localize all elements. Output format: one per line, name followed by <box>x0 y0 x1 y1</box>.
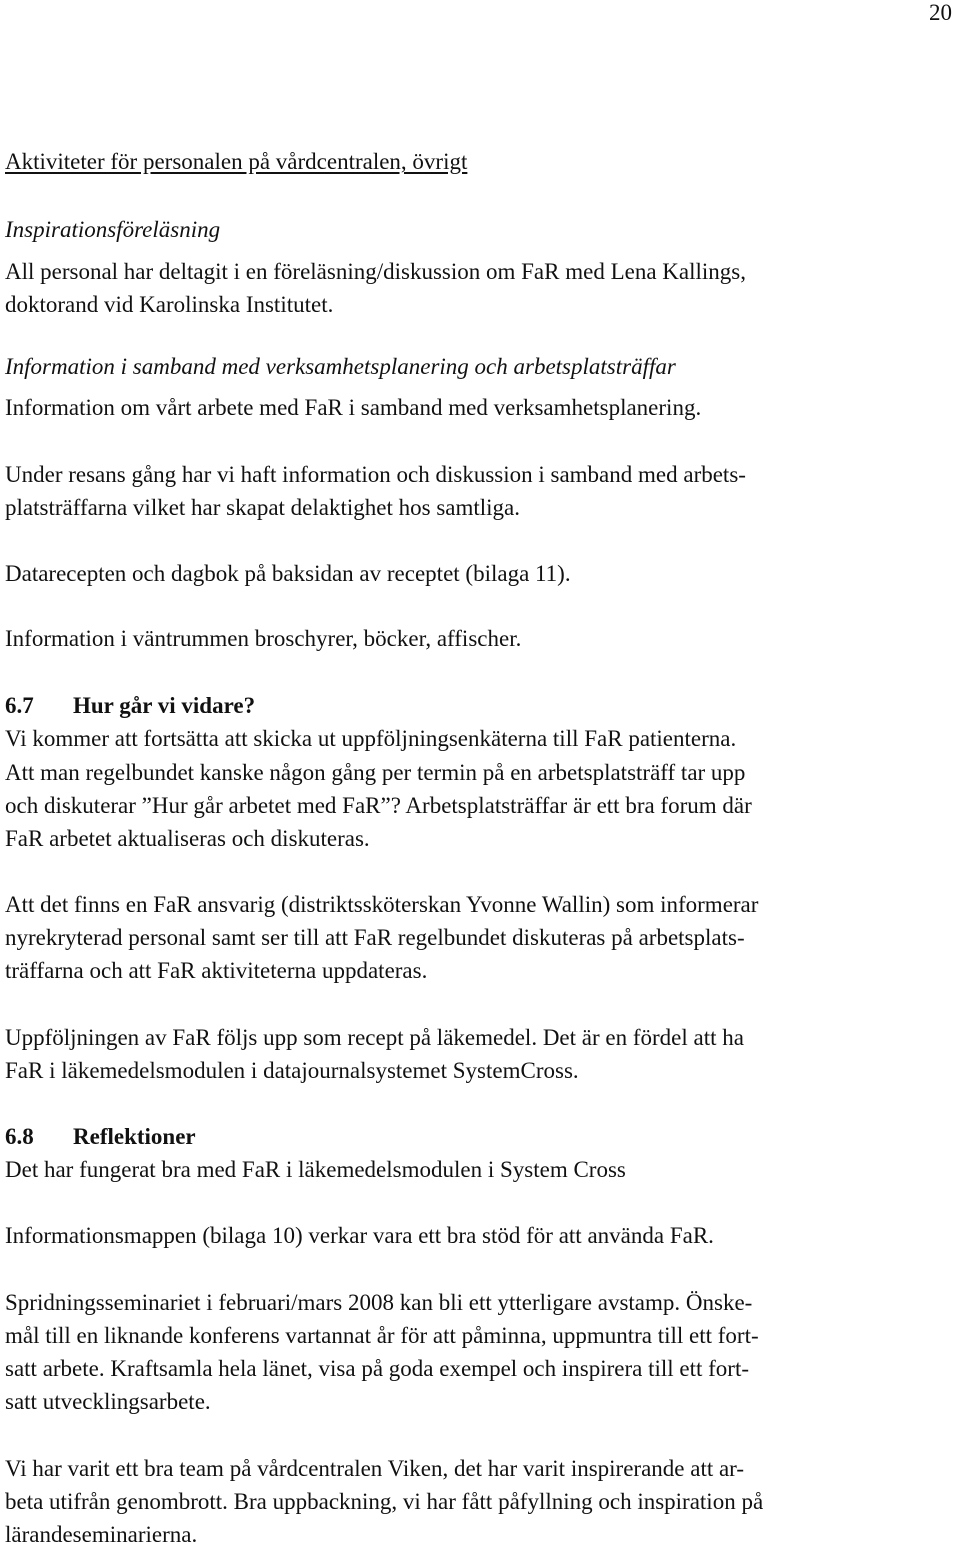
inspiration-text-line: doktorand vid Karolinska Institutet. <box>5 292 334 317</box>
vantrummen-line: Information i väntrummen broschyrer, böcker, affischer. <box>5 626 522 651</box>
paragraph-line: FaR arbetet aktualiseras och diskuteras. <box>5 826 370 851</box>
section-number: 6.8 <box>5 1124 34 1149</box>
paragraph-line: Uppföljningen av FaR följs upp som recept på läkemedel. Det är en fördel att ha <box>5 1025 744 1050</box>
paragraph-line: Vi kommer att fortsätta att skicka ut uppföljningsenkäterna till FaR patienterna. <box>5 726 737 751</box>
section-6-8-heading <box>5 1120 196 1153</box>
page-number: 20 <box>929 0 952 25</box>
under-resans-line: Under resans gång har vi haft information och diskussion i samband med arbets- <box>5 462 746 487</box>
under-resans-line: platsträffarna vilket har skapat delaktighet hos samtliga. <box>5 495 520 520</box>
paragraph-line: Vi har varit ett bra team på vårdcentralen Viken, det har varit inspirerande att ar- <box>5 1456 745 1481</box>
section-6-7-heading <box>5 689 255 722</box>
paragraph-line: satt arbete. Kraftsamla hela länet, visa på goda exempel och inspirera till ett fort- <box>5 1356 750 1381</box>
information-text-line: Information om vårt arbete med FaR i samband med verksamhetsplanering. <box>5 395 702 420</box>
inspiration-heading: Inspirationsföreläsning <box>5 217 221 242</box>
paragraph-line: och diskuterar ”Hur går arbetet med FaR”? Arbetsplatsträffar är ett bra forum där <box>5 793 752 818</box>
inspiration-text-line: All personal har deltagit i en föreläsning/diskussion om FaR med Lena Kallings, <box>5 259 746 284</box>
paragraph-line: nyrekryterad personal samt ser till att FaR regelbundet diskuteras på arbetsplats- <box>5 925 745 950</box>
section-title: Aktiviteter för personalen på vårdcentralen, övrigt <box>5 149 468 174</box>
information-heading: Information i samband med verksamhetsplanering och arbetsplatsträffar <box>5 354 676 379</box>
section-number: 6.7 <box>5 693 34 718</box>
datarecepten-line: Datarecepten och dagbok på baksidan av receptet (bilaga 11). <box>5 561 571 586</box>
reflection-line: Informationsmappen (bilaga 10) verkar vara ett bra stöd för att använda FaR. <box>5 1223 714 1248</box>
section-title-text: Reflektioner <box>73 1124 196 1149</box>
paragraph-line: mål till en liknande konferens vartannat år för att påminna, uppmuntra till ett fort- <box>5 1323 759 1348</box>
paragraph-line: satt utvecklingsarbete. <box>5 1389 211 1414</box>
paragraph-line: Spridningsseminariet i februari/mars 2008 kan bli ett ytterligare avstamp. Önske- <box>5 1290 753 1315</box>
section-title-text: Hur går vi vidare? <box>73 693 256 718</box>
paragraph-line: Att det finns en FaR ansvarig (distriktssköterskan Yvonne Wallin) som informerar <box>5 892 759 917</box>
paragraph-line: FaR i läkemedelsmodulen i datajournalsystemet SystemCross. <box>5 1058 579 1083</box>
paragraph-line: beta utifrån genombrott. Bra uppbackning, vi har fått påfyllning och inspiration på <box>5 1489 764 1514</box>
paragraph-line: Att man regelbundet kanske någon gång per termin på en arbetsplatsträff tar upp <box>5 760 746 785</box>
reflection-line: Det har fungerat bra med FaR i läkemedelsmodulen i System Cross <box>5 1157 626 1182</box>
paragraph-line: träffarna och att FaR aktiviteterna uppdateras. <box>5 958 428 983</box>
paragraph-line: lärandeseminarierna. <box>5 1522 198 1547</box>
